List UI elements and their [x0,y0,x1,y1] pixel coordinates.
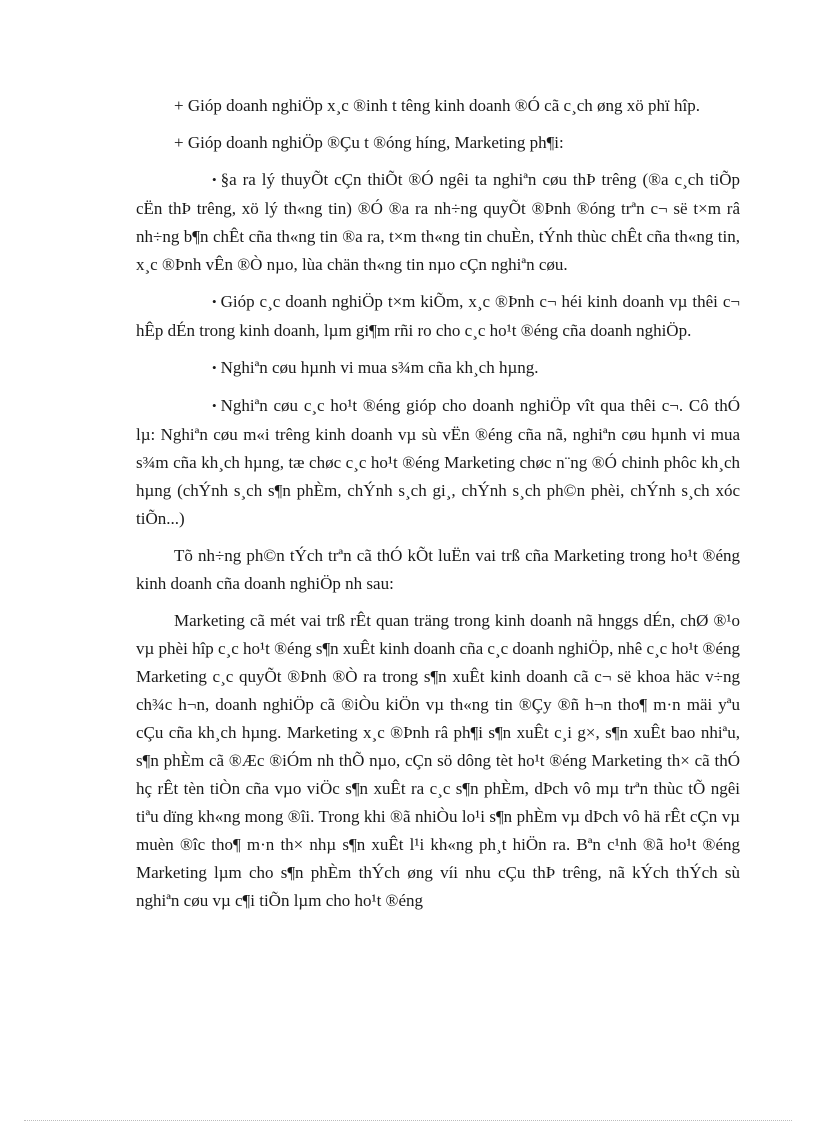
bullet-item-4 [136,392,740,533]
bullet-text: Nghiªn cøu hµnh vi mua s¾m cña kh¸ch hµng. [220,358,539,377]
bullet-text: §a ra lý thuyÕt cÇn thiÕt ®Ó ngêi ta nghiªn cøu thÞ trêng (®a c¸ch tiÕp cËn thÞ trêng, xö lý th«ng tin) ®Ó ®a ra nh÷ng quyÕt ®Þnh ®óng trªn c¬ së t×m râ nh÷ng b¶n chÊt cña th«ng tin ®a ra, t×m th«ng tin chuÈn, tÝnh thùc chÊt cña th«ng tin, x¸c ®Þnh vÊn ®Ò nµo, lùa chän th«ng tin nµo cÇn nghiªn cøu. [136,170,740,274]
bullet-item-1 [136,166,740,279]
paragraph-marketing-role: Marketing cã mét vai trß rÊt quan träng trong kinh doanh nã hnggs dÉn, chØ ®¹o vµ phèi hîp c¸c ho¹t ®éng s¶n xuÊt kinh doanh cña c¸c doanh nghiÖp, nhê c¸c ho¹t ®éng Marketing c¸c quyÕt ®Þnh ®Ò ra trong s¶n xuÊt kinh doanh cã c¬ së khoa häc v÷ng ch¾c h¬n, doanh nghiÖp cã ®iÒu kiÖn vµ th«ng tin ®Çy ®ñ h¬n tho¶ m·n mäi yªu cÇu cña kh¸ch hµng. Marketing x¸c ®Þnh râ ph¶i s¶n xuÊt c¸i g×, s¶n xuÊt bao nhiªu, s¶n phÈm cã ®Æc ®iÓm nh thÕ nµo, cÇn sö dông tèt ho¹t ®éng Marketing th× cã thÓ hç rÊt tèn tiÒn cña vµo viÖc s¶n xuÊt ra c¸c s¶n phÈm, dÞch vô mµ trªn thùc tÕ ngêi tiªu dïng kh«ng mong ®îi. Trong khi ®ã nhiÒu lo¹i s¶n phÈm vµ dÞch vô hä rÊt cÇn vµ muèn ®îc tho¶ m·n th× nhµ s¶n xuÊt l¹i kh«ng ph¸t hiÖn ra. Bªn c¹nh ®ã ho¹t ®éng Marketing lµm cho s¶n phÈm thÝch øng víi nhu cÇu thÞ trêng, nã kÝch thÝch sù nghiªn cøu vµ c¶i tiÕn lµm cho ho¹t ®éng [136,611,740,910]
bullet-text: Nghiªn cøu c¸c ho¹t ®éng gióp cho doanh nghiÖp vît qua thêi c¬. Cô thÓ lµ: Nghiªn cøu m«i trêng kinh doanh vµ sù vËn ®éng cña nã, nghiªn cøu hµnh vi mua s¾m cña kh¸ch hµng, tæ chøc c¸c ho¹t ®éng Marketing chøc n¨ng ®Ó chinh phôc kh¸ch hµng (chÝnh s¸ch s¶n phÈm, chÝnh s¸ch gi¸, chÝnh s¸ch ph©n phèi, chÝnh s¸ch xóc tiÕn...) [136,396,740,528]
bullet-icon: • [212,294,217,309]
document-body [136,92,740,924]
paragraph-conclusion-intro: Tõ nh÷ng ph©n tÝch trªn cã thÓ kÕt luËn vai trß cña Marketing trong ho¹t ®éng kinh doanh cña doanh nghiÖp nh sau: [136,546,740,593]
bullet-text: Gióp c¸c doanh nghiÖp t×m kiÕm, x¸c ®Þnh c¬ héi kinh doanh vµ thêi c¬ hÊp dÉn trong kinh doanh, lµm gi¶m rñi ro cho c¸c ho¹t ®éng cña doanh nghiÖp. [136,292,740,340]
bullet-icon: • [212,172,217,187]
paragraph-2: + Gióp doanh nghiÖp ®Çu t ®óng híng, Marketing ph¶i: [174,133,564,152]
bullet-item-2 [136,288,740,345]
bullet-icon: • [212,360,217,375]
page-bottom-divider [24,1120,792,1121]
bullet-icon: • [212,398,217,413]
bullet-item-3 [136,354,740,383]
paragraph-1: + Gióp doanh nghiÖp x¸c ®inh t têng kinh doanh ®Ó cã c¸ch øng xö phï hîp. [174,96,700,115]
